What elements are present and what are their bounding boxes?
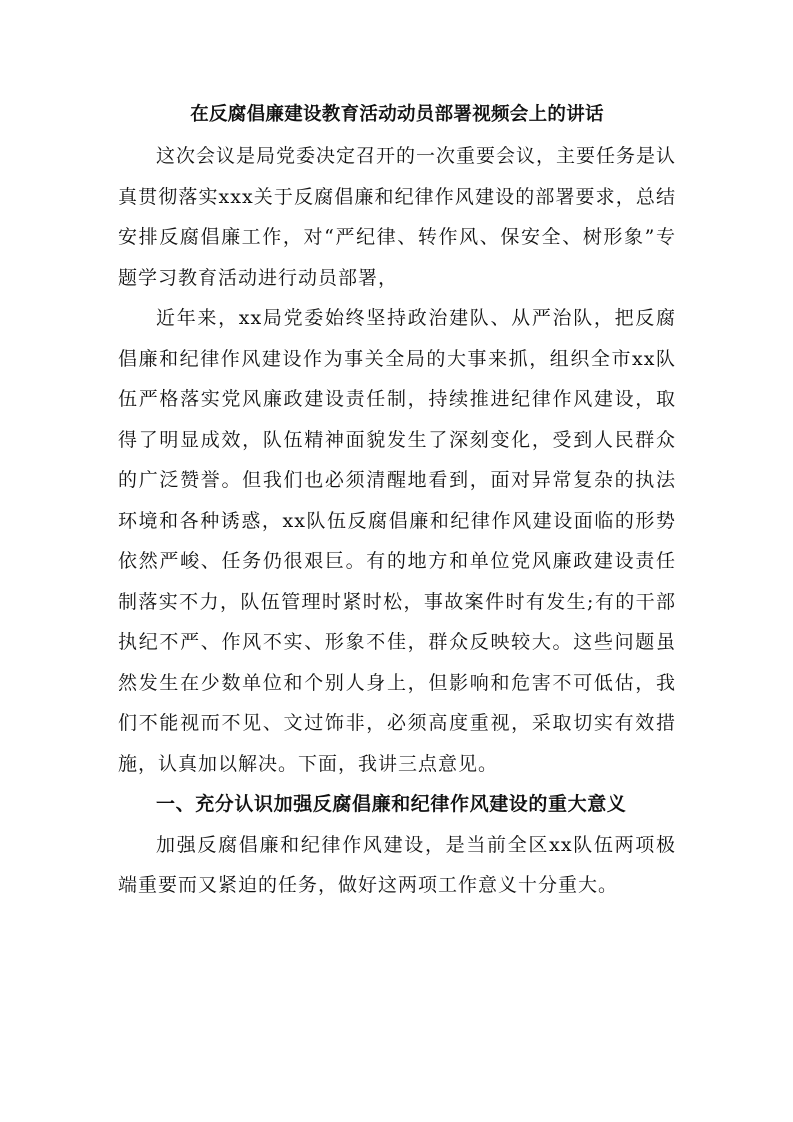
speech-title: 在反腐倡廉建设教育活动动员部署视频会上的讲话	[190, 104, 604, 125]
paragraph-intro: 这次会议是局党委决定召开的一次重要会议，主要任务是认真贯彻落实xxx关于反腐倡廉和纪律作风建设的部署要求，总结安排反腐倡廉工作，对“严纪律、转作风、保安全、树形象”专题学习教育活动进行动员部署，	[118, 145, 677, 289]
document-page	[118, 100, 676, 906]
section-heading-1: 一、充分认识加强反腐倡廉和纪律作风建设的重大意义	[156, 793, 627, 815]
paragraph-section-1: 加强反腐倡廉和纪律作风建设，是当前全区xx队伍两项极端重要而又紧迫的任务，做好这两项工作意义十分重大。	[118, 833, 676, 896]
paragraph-background: 近年来，xx局党委始终坚持政治建队、从严治队，把反腐倡廉和纪律作风建设作为事关全局的大事来抓，组织全市xx队伍严格落实党风廉政建设责任制，持续推进纪律作风建设，取得了明显成效，队伍精神面貌发生了深刻变化，受到人民群众的广泛赞誉。但我们也必须清醒地看到，面对异常复杂的执法环境和各种诱惑，xx队伍反腐倡廉和纪律作风建设面临的形势依然严峻、任务仍很艰巨。有的地方和单位党风廉政建设责任制落实不力，队伍管理时紧时松，事故案件时有发生;有的干部执纪不严、作风不实、形象不佳，群众反映较大。这些问题虽然发生在少数单位和个别人身上，但影响和危害不可低估，我们不能视而不见、文过饰非，必须高度重视，采取切实有效措施，认真加以解决。下面，我讲三点意见。	[118, 307, 676, 775]
